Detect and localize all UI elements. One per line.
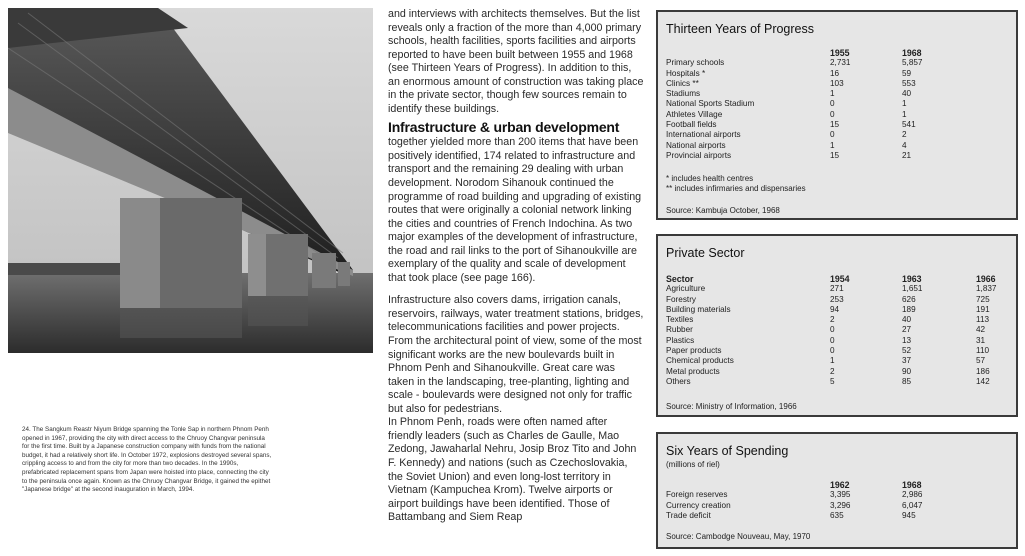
table-body bbox=[666, 490, 1006, 521]
table-row bbox=[666, 325, 1016, 335]
row-value: 37 bbox=[902, 356, 912, 366]
table-row bbox=[666, 120, 1006, 130]
row-value: 0 bbox=[830, 335, 835, 345]
table-row bbox=[666, 130, 1006, 140]
row-label: Athletes Village bbox=[666, 109, 723, 119]
row-value: 110 bbox=[976, 346, 990, 356]
row-value: 1 bbox=[830, 140, 835, 150]
row-value: 2 bbox=[902, 130, 907, 140]
row-value: 27 bbox=[902, 325, 912, 335]
note: * includes health centres bbox=[666, 174, 754, 183]
row-label: Currency creation bbox=[666, 500, 731, 510]
row-value: 626 bbox=[902, 294, 916, 304]
source-note: Source: Cambodge Nouveau, May, 1970 bbox=[666, 532, 811, 541]
row-value: 40 bbox=[902, 89, 912, 99]
row-value: 1 bbox=[902, 99, 907, 109]
spending-box bbox=[656, 432, 1018, 549]
header-cell: 1968 bbox=[902, 48, 922, 58]
table-row bbox=[666, 99, 1006, 109]
row-label: Metal products bbox=[666, 366, 720, 376]
row-value: 3,296 bbox=[830, 500, 851, 510]
row-value: 16 bbox=[830, 68, 840, 78]
table-body bbox=[666, 284, 1016, 387]
article-column bbox=[388, 8, 644, 525]
row-value: 191 bbox=[976, 304, 990, 314]
header-cell: 1963 bbox=[902, 274, 922, 284]
row-value: 0 bbox=[830, 325, 835, 335]
source-note: Source: Kambuja October, 1968 bbox=[666, 206, 780, 215]
row-value: 31 bbox=[976, 335, 986, 345]
row-label: Hospitals * bbox=[666, 68, 706, 78]
row-value: 2 bbox=[830, 366, 835, 376]
table-row bbox=[666, 315, 1016, 325]
row-label: National airports bbox=[666, 140, 726, 150]
row-label: Trade deficit bbox=[666, 510, 711, 520]
row-value: 1,837 bbox=[976, 284, 997, 294]
row-value: 2,986 bbox=[902, 490, 923, 500]
source-note: Source: Ministry of Information, 1966 bbox=[666, 402, 797, 411]
table-row bbox=[666, 501, 1006, 511]
row-value: 57 bbox=[976, 356, 986, 366]
row-value: 142 bbox=[976, 376, 990, 386]
box-title: Private Sector bbox=[666, 246, 745, 260]
bridge-photo-graphic bbox=[8, 8, 373, 353]
table-row bbox=[666, 356, 1016, 366]
table-header bbox=[666, 48, 1006, 58]
article-paragraph: In Phnom Penh, roads were often named after friendly leaders (such as Charles de Gaulle, Mao Zedong, Jawaharlal Nehru, Josip Broz Tito and John F. Kennedy) and nations (such as Czechoslovakia, the Soviet Union) and even long-lost territory in Vietnam (Kampuchea Krom). Twelve airports or airport buildings have been identified. Those of Battambang and Siem Reap bbox=[388, 416, 637, 524]
row-value: 21 bbox=[902, 150, 912, 160]
row-value: 635 bbox=[830, 510, 844, 520]
table-row bbox=[666, 151, 1006, 161]
box-title: Thirteen Years of Progress bbox=[666, 22, 814, 36]
photo-caption: 24. The Sangkum Reastr Niyum Bridge spanning the Tonle Sap in northern Phnom Penh opened in 1967, providing the city with direct access to the Chruoy Changvar peninsula for the first time. Built by a Japanese construction company with funds from the national budget, it had a relatively short life. In October 1972, explosions destroyed several spans, crippling access to and from the city for more than two decades. In the 1990s, prefabricated replacement spans from Japan were hoisted into place, connecting the city to the peninsula once again. Known as the Chruoy Changvar Bridge, it gained the epithet "Japanese bridge" at the second inauguration in March, 1994. bbox=[22, 426, 272, 494]
row-value: 186 bbox=[976, 366, 990, 376]
table-header bbox=[666, 274, 1016, 284]
row-value: 4 bbox=[902, 140, 907, 150]
row-label: Textiles bbox=[666, 315, 694, 325]
table-header bbox=[666, 480, 1006, 490]
table-row bbox=[666, 284, 1016, 294]
table-row bbox=[666, 346, 1016, 356]
row-label: Chemical products bbox=[666, 356, 734, 366]
row-value: 85 bbox=[902, 376, 912, 386]
progress-box bbox=[656, 10, 1018, 220]
table-row bbox=[666, 69, 1006, 79]
row-value: 0 bbox=[830, 346, 835, 356]
row-value: 59 bbox=[902, 68, 912, 78]
row-value: 2 bbox=[830, 315, 835, 325]
row-label: Forestry bbox=[666, 294, 697, 304]
row-label: Primary schools bbox=[666, 58, 725, 68]
table-row bbox=[666, 295, 1016, 305]
row-value: 1,651 bbox=[902, 284, 923, 294]
header-cell: 1962 bbox=[830, 480, 850, 490]
row-value: 189 bbox=[902, 304, 916, 314]
row-value: 1 bbox=[830, 89, 835, 99]
row-value: 945 bbox=[902, 510, 916, 520]
private-sector-box bbox=[656, 234, 1018, 417]
row-value: 0 bbox=[830, 99, 835, 109]
row-label: Foreign reserves bbox=[666, 490, 728, 500]
table-row bbox=[666, 79, 1006, 89]
row-value: 15 bbox=[830, 120, 840, 130]
row-value: 0 bbox=[830, 109, 835, 119]
row-value: 0 bbox=[830, 130, 835, 140]
box-title: Six Years of Spending bbox=[666, 444, 789, 458]
table-row bbox=[666, 511, 1006, 521]
row-value: 1 bbox=[902, 109, 907, 119]
table-row bbox=[666, 89, 1006, 99]
row-label: Others bbox=[666, 376, 691, 386]
table-row bbox=[666, 336, 1016, 346]
private-table bbox=[666, 274, 1016, 387]
progress-notes bbox=[666, 174, 806, 194]
table-body bbox=[666, 58, 1006, 161]
row-label: National Sports Stadium bbox=[666, 99, 755, 109]
header-cell: 1955 bbox=[830, 48, 850, 58]
row-value: 15 bbox=[830, 150, 840, 160]
header-cell: 1954 bbox=[830, 274, 850, 284]
article-paragraph: together yielded more than 200 items that have been positively identified, 174 related to infrastructure and transport and the remaining 29 dealing with urban development. Norodom Sihanouk continued the programme of road building and upgrading of existing routes that were originally a colonial network linking the cities and countries of French Indochina. As two major examples of the development of infrastructure, the road and rail links to the port of Sihanoukville are exemplary of the quality and scale of development that took place (see page 166). bbox=[388, 136, 642, 284]
header-cell: 1968 bbox=[902, 480, 922, 490]
table-row bbox=[666, 490, 1006, 500]
table-row bbox=[666, 367, 1016, 377]
row-value: 42 bbox=[976, 325, 986, 335]
row-label: Stadiums bbox=[666, 89, 701, 99]
progress-table bbox=[666, 48, 1006, 161]
table-row bbox=[666, 110, 1006, 120]
row-label: Plastics bbox=[666, 335, 695, 345]
row-label: International airports bbox=[666, 130, 741, 140]
table-row bbox=[666, 58, 1006, 68]
row-label: Building materials bbox=[666, 304, 731, 314]
row-value: 5 bbox=[830, 376, 835, 386]
row-value: 5,857 bbox=[902, 58, 923, 68]
row-label: Rubber bbox=[666, 325, 693, 335]
article-paragraph: and interviews with architects themselves. But the list reveals only a fraction of the more than 4,000 primary schools, health facilities, sports facilities and airports reported to have been built between 1955 and 1968 (see Thirteen Years of Progress). In addition to this, an enormous amount of construction was taking place in the private sector, though few sources remain to identify these buildings. bbox=[388, 8, 644, 115]
article-paragraph: Infrastructure also covers dams, irrigation canals, reservoirs, railways, water treatment stations, bridges, telecommunications facilities and power projects. From the architectural point of view, some of the most significant works are the new boulevards built in Phnom Penh and Sihanoukville. Great care was taken in the landscaping, tree-planting, lighting and scale - boulevards were designed not only for traffic but also for pedestrians. bbox=[388, 294, 644, 415]
row-label: Provincial airports bbox=[666, 150, 732, 160]
row-value: 3,395 bbox=[830, 490, 851, 500]
row-value: 253 bbox=[830, 294, 844, 304]
box-subtitle: (millions of riel) bbox=[666, 460, 720, 469]
spending-table bbox=[666, 480, 1006, 521]
note: ** includes infirmaries and dispensaries bbox=[666, 184, 806, 193]
bridge-photo bbox=[8, 8, 373, 353]
row-value: 40 bbox=[902, 315, 912, 325]
header-cell: 1966 bbox=[976, 274, 996, 284]
row-label: Football fields bbox=[666, 120, 717, 130]
row-value: 6,047 bbox=[902, 500, 923, 510]
row-value: 1 bbox=[830, 356, 835, 366]
row-value: 52 bbox=[902, 346, 912, 356]
row-label: Clinics ** bbox=[666, 78, 699, 88]
table-row bbox=[666, 377, 1016, 387]
table-row bbox=[666, 305, 1016, 315]
row-label: Agriculture bbox=[666, 284, 706, 294]
row-value: 2,731 bbox=[830, 58, 851, 68]
row-label: Paper products bbox=[666, 346, 722, 356]
row-value: 113 bbox=[976, 315, 990, 325]
row-value: 103 bbox=[830, 78, 844, 88]
row-value: 94 bbox=[830, 304, 840, 314]
table-row bbox=[666, 141, 1006, 151]
row-value: 725 bbox=[976, 294, 990, 304]
row-value: 271 bbox=[830, 284, 844, 294]
row-value: 553 bbox=[902, 78, 916, 88]
section-heading: Infrastructure & urban development bbox=[388, 119, 620, 136]
header-cell: Sector bbox=[666, 274, 694, 284]
row-value: 13 bbox=[902, 335, 912, 345]
row-value: 541 bbox=[902, 120, 916, 130]
row-value: 90 bbox=[902, 366, 912, 376]
